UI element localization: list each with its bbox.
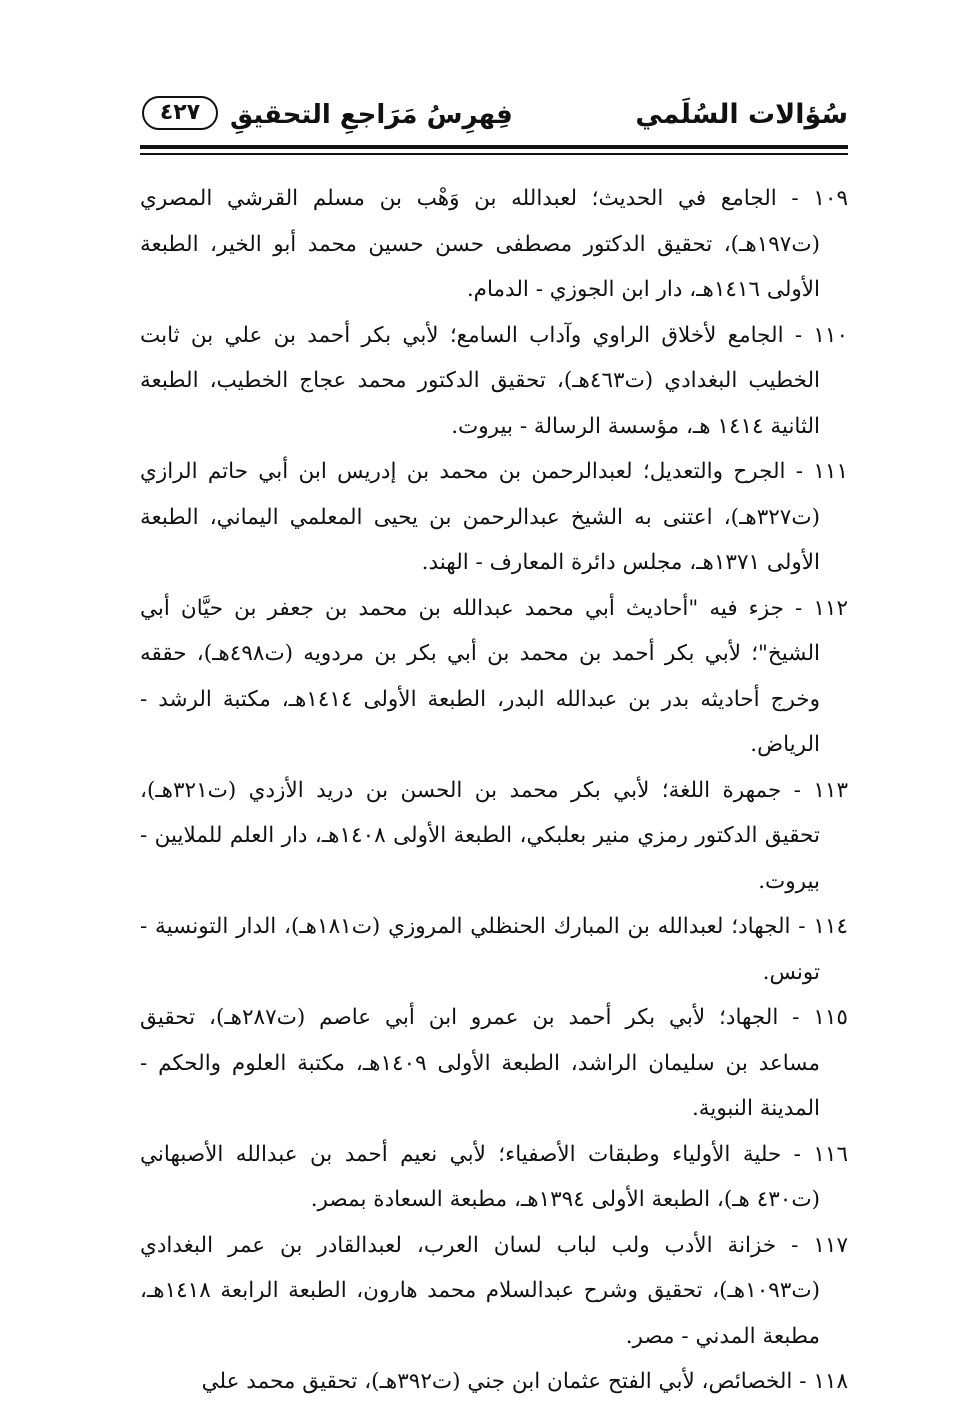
entry-line: (ت٤٣٠ هـ)، الطبعة الأولى ١٣٩٤هـ، مطبعة السعادة بمصر. [310,1187,820,1212]
entry-line: (ت١٩٧هـ)، تحقيق الدكتور مصطفى حسن حسين محمد أبو الخير، الطبعة [140,231,820,257]
entry-line: المدينة النبوية. [691,1096,820,1121]
entry-line: مطبعة المدني - مصر. [625,1323,820,1349]
entry-line: الأولى ١٣٧١هـ، مجلس دائرة المعارف - الهند. [421,550,820,575]
entry-line: ١١٧ - خزانة الأدب ولب لباب لسان العرب، لعبدالقادر بن عمر البغدادي [140,1232,848,1258]
entry-line: تونس. [762,959,820,985]
bibliography-entry [140,995,848,1132]
bibliography-entry [140,904,848,995]
entry-line: الخطيب البغدادي (ت٤٦٣هـ)، تحقيق الدكتور محمد عجاج الخطيب، الطبعة [140,368,820,393]
entry-line: (ت١٠٩٣هـ)، تحقيق وشرح عبدالسلام محمد هارون، الطبعة الرابعة ١٤١٨هـ، [140,1278,820,1303]
bibliography-list [140,176,848,1405]
entry-line: (ت٣٢٧هـ)، اعتنى به الشيخ عبدالرحمن بن يحيى المعلمي اليماني، الطبعة [140,504,820,530]
bibliography-entry [140,449,848,586]
entry-line: ١١٨ - الخصائص، لأبي الفتح عثمان ابن جني (ت٣٩٢هـ)، تحقيق محمد علي [201,1369,848,1394]
bibliography-entry [140,768,848,905]
entry-line: الثانية ١٤١٤ هـ، مؤسسة الرسالة - بيروت. [451,413,820,439]
header-rule-thick [140,145,848,149]
section-title: فِهرِسُ مَرَاجعِ التحقيقِ [230,100,513,130]
entry-line: وخرج أحاديثه بدر بن عبدالله البدر، الطبعة الأولى ١٤١٤هـ، مكتبة الرشد - [140,686,820,712]
page-number: ٤٢٧ [142,96,218,130]
entry-line: الأولى ١٤١٦هـ، دار ابن الجوزي - الدمام. [466,277,820,302]
bibliography-entry [140,313,848,450]
book-title: سُؤالات السُلَمي [635,99,848,130]
entry-line: الشيخ"؛ لأبي بكر أحمد بن محمد بن أبي بكر بن مردويه (ت٤٩٨هـ)، حققه [140,641,820,666]
entry-line: بيروت. [758,868,820,894]
entry-line: ١١٢ - جزء فيه "أحاديث أبي محمد عبدالله بن محمد بن جعفر بن حيَّان أبي [140,595,848,621]
entry-line: ١١٣ - جمهرة اللغة؛ لأبي بكر محمد بن الحسن بن دريد الأزدي (ت٣٢١هـ)، [140,777,848,803]
entry-line: تحقيق الدكتور رمزي منير بعلبكي، الطبعة الأولى ١٤٠٨هـ، دار العلم للملايين - [140,823,820,848]
page-header [140,92,848,138]
entry-line: ١١٤ - الجهاد؛ لعبدالله بن المبارك الحنظلي المروزي (ت١٨١هـ)، الدار التونسية - [140,914,848,939]
bibliography-entry [140,1359,848,1405]
bibliography-entry [140,1132,848,1223]
entry-line: ١١١ - الجرح والتعديل؛ لعبدالرحمن بن محمد بن إدريس ابن أبي حاتم الرازي [140,459,848,484]
entry-line: ١١٦ - حلية الأولياء وطبقات الأصفياء؛ لأبي نعيم أحمد بن عبدالله الأصبهاني [140,1141,848,1167]
bibliography-entry [140,1223,848,1360]
bibliography-entry [140,586,848,768]
entry-line: ١١٥ - الجهاد؛ لأبي بكر أحمد بن عمرو ابن أبي عاصم (ت٢٨٧هـ)، تحقيق [140,1005,848,1030]
entry-line: الرياض. [750,732,820,757]
entry-line: مساعد بن سليمان الراشد، الطبعة الأولى ١٤٠٩هـ، مكتبة العلوم والحكم - [140,1050,820,1076]
bibliography-entry [140,176,848,313]
entry-line: ١١٠ - الجامع لأخلاق الراوي وآداب السامع؛ لأبي بكر أحمد بن علي بن ثابت [140,322,848,348]
entry-line: ١٠٩ - الجامع في الحديث؛ لعبدالله بن وَهْب بن مسلم القرشي المصري [140,186,848,211]
header-rule-thin [140,153,848,155]
